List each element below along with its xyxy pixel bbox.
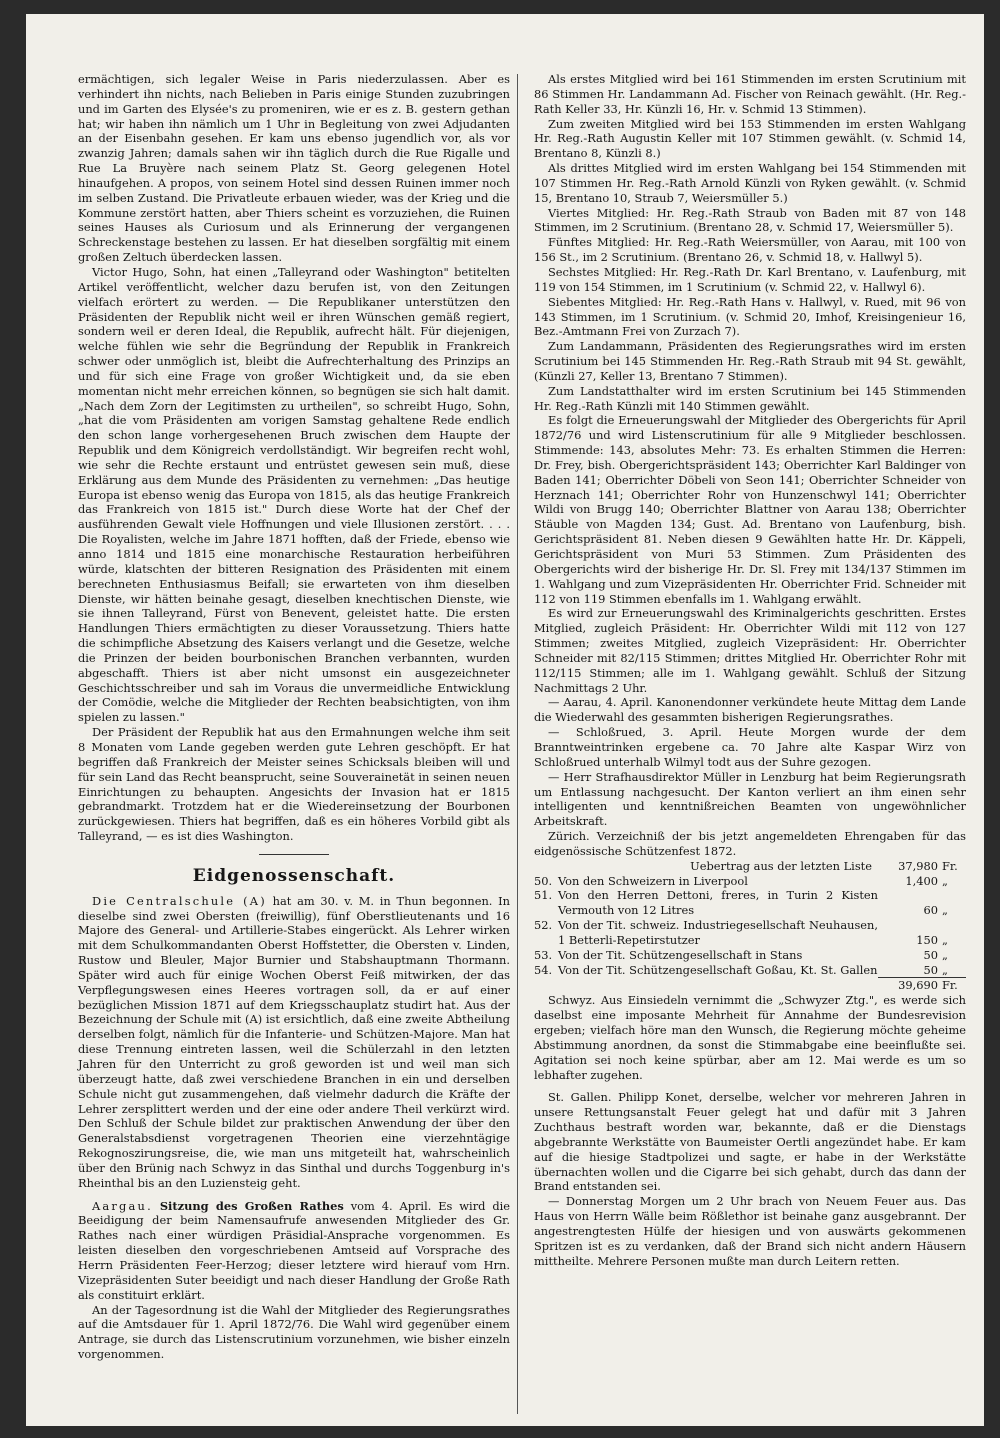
gift-row — [534, 948, 966, 963]
gift-text: Von den Herren Dettoni, freres, in Turin 2 Kisten Vermouth von 12 Litres — [558, 888, 878, 918]
gift-row — [534, 874, 966, 889]
gift-number: 52. — [534, 918, 553, 933]
gift-row — [534, 888, 966, 918]
section-divider — [259, 854, 329, 855]
gift-text: Von der Tit. schweiz. Industriegesellschaft Neuhausen, 1 Betterli-Repetirstutzer — [558, 918, 878, 947]
gift-unit: „ — [942, 962, 948, 977]
gift-list — [534, 859, 966, 994]
gift-number: 54. — [534, 962, 553, 977]
article-paragraph: Schwyz. Aus Einsiedeln vernimmt die „Schwyzer Ztg.", es werde sich daselbst eine imposante Mehrheit für Annahme der Bundesrevision ergeben; vielfach höre man den Wunsch, die Regierung möchte geheime Abstimmung anordnen, da sonst die Stimmabgabe eine beeinflußte sei. Agitation sei noch keine spürbar, aber am 12. Mai werde es um so lebhafter zugehen. — [534, 993, 966, 1082]
column-divider — [517, 74, 518, 1414]
gift-unit: Fr. — [942, 858, 958, 873]
gift-text: Von der Tit. Schützengesellschaft in Stans — [558, 947, 803, 962]
gift-unit: „ — [942, 932, 948, 947]
newspaper-page — [26, 14, 984, 1426]
article-paragraph: ermächtigen, sich legaler Weise in Paris niederzulassen. Aber es verhindert ihn nichts, nach Belieben in Paris einige Stunden zuzubringen und im Garten des Elysée's zu promeniren, wie er es z. B. gestern gethan hat; wir haben ihn nämlich um 1 Uhr in Begleitung von zwei Adjudanten an der Eisenbahn gesehen. Er kam uns ebenso jugendlich vor, als vor zwanzig Jahren; damals sahen wir ihn täglich durch die Rue Rigalle und Rue La Bruyère nach seinem Platz St. Georg gelegenen Hotel hinaufgehen. A propos, von seinem Hotel sind dessen Ruinen immer noch im selben Zustand. Die Privatleute erbauen wieder, was der Krieg und die Kommune zerstört hatten, aber Thiers scheint es vorzuziehen, die Ruinen seines Hauses als Curiosum und als Erinnerung der vergangenen Schreckenstage bestehen zu lassen. Er hat dieselben sorgfältig mit einem großen Zeltuch überdecken lassen. — [78, 72, 510, 265]
article-paragraph: Sechstes Mitglied: Hr. Reg.-Rath Dr. Karl Brentano, v. Laufenburg, mit 119 von 154 Stimmen, im 1 Scrutinium (v. Schmid 22, v. Hallwyl 6). — [534, 264, 966, 294]
gift-text: Von den Schweizern in Liverpool — [558, 873, 748, 888]
article-paragraph: — Aarau, 4. April. Kanonendonner verkündete heute Mittag dem Lande die Wiederwahl des gesammten bisherigen Regierungsrathes. — [534, 695, 966, 725]
article-lead: Aargau. — [92, 1198, 153, 1213]
gift-number: 51. — [534, 888, 553, 903]
gift-total-row — [534, 978, 966, 993]
article-paragraph: Als drittes Mitglied wird im ersten Wahlgang bei 154 Stimmenden mit 107 Stimmen Hr. Reg.-Rath Arnold Künzli von Ryken gewählt. (v. Schmid 15, Brentano 10, Straub 7, Weiersmüller 5.) — [534, 161, 966, 205]
article-paragraph: St. Gallen. Philipp Konet, derselbe, welcher vor mehreren Jahren in unsere Rettungsanstalt Feuer gelegt hat und dafür mit 3 Jahren Zuchthaus bestraft worden war, bekannte, daß er die Dienstags abgebrannte Werkstätte von Baumeister Oertli angezündet habe. Er kam auf die hiesige Stadtpolizei und sagte, er habe in der Werkstätte übernachten wollen und die Cigarre bei sich gehabt, durch das dann der Brand entstanden sei. — [534, 1090, 966, 1194]
left-column — [78, 72, 510, 1362]
article-paragraph: — Schloßrued, 3. April. Heute Morgen wurde der dem Branntweintrinken ergebene ca. 70 Jahre alte Kaspar Wirz von Schloßrued unterhalb Wilmyl todt aus der Suhre gezogen. — [534, 725, 966, 769]
gift-row — [534, 918, 966, 948]
right-column — [534, 72, 966, 1269]
article-lead: Die Centralschule (A) — [92, 893, 267, 908]
article-paragraph: Zum Landammann, Präsidenten des Regierungsrathes wird im ersten Scrutinium bei 145 Stimmenden Hr. Reg.-Rath Straub mit 94 St. gewählt, (Künzli 27, Keller 13, Brentano 7 Stimmen). — [534, 339, 966, 383]
article-paragraph: Victor Hugo, Sohn, hat einen „Talleyrand oder Washington" betitelten Artikel veröffentlicht, welcher dazu berufen ist, von den Zeitungen vielfach erörtert zu werden. — Die Republikaner unterstützen den Präsidenten der Republik nicht weil er ihren Wünschen gemäß regiert, sondern weil er deren Ideal, die Republik, aufrecht hält. Für diejenigen, welche fühlen wie sehr die Begründung der Republik in Frankreich schwer oder unmöglich ist, bleibt die Aufrechterhaltung des Prinzips an und für sich eine Frage von großer Wichtigkeit und, da sie eben momentan nicht mehr erreichen können, so begnügen sie sich halt damit. „Nach dem Zorn der Legitimsten zu urtheilen", so schreibt Hugo, Sohn, „hat die vom Präsidenten am vorigen Samstag gehaltene Rede endlich den schon lange vorhergesehenen Bruch zwischen dem Haupte der Republik und dem Königreich verdollständigt. Wir begreifen recht wohl, wie sehr die Rechte erstaunt und entrüstet gewesen sein muß, diese Erklärung aus dem Munde des Präsidenten zu vernehmen: „Das heutige Europa ist ebenso wenig das Europa von 1815, als das heutige Frankreich das Frankreich von 1815 ist." Durch diese Worte hat der Chef der ausführenden Gewalt viele Hoffnungen und viele Illusionen zerstört. . . . Die Royalisten, welche im Jahre 1871 hofften, daß der Friede, ebenso wie anno 1814 und 1815 eine monarchische Restauration herbeiführen würde, klatschten der bitteren Resignation des Präsidenten mit einem berechneten Enthusiasmus Beifall; sie erwarteten von ihm dieselben Dienste, wir hätten beinahe gesagt, dieselben knechtischen Dienste, wie sie ihnen Talleyrand, Fürst von Benevent, geleistet hatte. Die ersten Handlungen Thiers ermächtigten zu dieser Voraussetzung. Thiers hatte die schimpfliche Absetzung des Kaisers verlangt und die Gesetze, welche die Prinzen der beiden bourbonischen Branchen verbannten, wurden abgeschafft. Thiers ist aber nicht umsonst ein ausgezeichneter Geschichtsschreiber und sah im Voraus die unvermeidliche Entwicklung der Comödie, welche die Mitglieder der Rechten beabsichtigten, von ihm spielen zu lassen." — [78, 264, 510, 725]
section-title: Eidgenossenschaft. — [192, 865, 396, 886]
gift-unit: „ — [942, 873, 948, 888]
article-text: hat am 30. v. M. in Thun begonnen. In dieselbe sind zwei Obersten (freiwillig), fünf Oberstlieutenants und 16 Majore des General- und Artillerie-Stabes eingerückt. Als Lehrer wirken mit dem Schulkommandanten Oberst Hoffstetter, die Obersten v. Linden, Rustow und Bleuler, Major Burnier und Stabshauptmann Thormann. Später wird auch für einige Wochen Oberst Feiß mitwirken, der das Verpflegungswesen eines Heeres vortragen soll, da er auf einer bezüglichen Mission 1871 auf dem Kriegsschauplatz studirt hat. Aus der Bezeichnung der Schule mit (A) ist ersichtlich, daß eine zweite Abtheilung derselben folgt, nämlich für die Infanterie- und Schützen-Majore. Man hat diese Trennung eintreten lassen, weil die Schülerzahl in den letzten Jahren für den Unterricht zu groß geworden ist und weil man sich überzeugt hatte, daß zwei verschiedene Branchen in ein und derselben Schule nicht gut zusammengehen, daß vielmehr dadurch die Kräfte der Lehrer zersplittert werden und der eine oder andere Theil verkürzt wird. Den Schluß der Schule bildet zur praktischen Anwendung der über den Generalstabsdienst vorgetragenen Theorien eine vierzehntägige Rekognoszirungsreise, die, wie man uns mitgeteilt hat, wahrscheinlich über den Brünig nach Schwyz in das Sinthal und durchs Toggenburg in's Rheinthal bis an den Luziensteig geht. — [78, 893, 510, 1190]
gift-value: 37,980 — [898, 858, 938, 873]
article-paragraph: Siebentes Mitglied: Hr. Reg.-Rath Hans v. Hallwyl, v. Rued, mit 96 von 143 Stimmen, im 1 Scrutinium. (v. Schmid 20, Imhof, Kreisingenieur 16, Bez.-Amtmann Frei von Zurzach 7). — [534, 294, 966, 339]
article-text: vom 4. April. Es wird die Beeidigung der beim Namensaufrufe anwesenden Mitglieder des Gr. Rathes nach einer würdigen Präsidial-Ansprache vorgenommen. Es leisten dieselben den vorgeschriebenen Amtseid auf Vorsprache des Herrn Präsidenten Feer-Herzog; dieser letztere wird hierauf vom Hrn. Vizepräsidenten Suter beeidigt und nach dieser Handlung der Große Rath als constituirt erklärt. — [78, 1198, 511, 1302]
article-paragraph: Es wird zur Erneuerungswahl des Kriminalgerichts geschritten. Erstes Mitglied, zugleich Präsident: Hr. Oberrichter Wildi mit 112 von 127 Stimmen; zweites Mitglied, zugleich Vizepräsident: Hr. Oberrichter Schneider mit 82/115 Stimmen; drittes Mitglied Hr. Oberrichter Rohr mit 112/115 Stimmen; alle im 1. Wahlgang gewählt. Schluß der Sitzung Nachmittags 2 Uhr. — [534, 606, 966, 695]
article-paragraph: Zürich. Verzeichniß der bis jetzt angemeldeten Ehrengaben für das eidgenössische Schützenfest 1872. — [534, 829, 966, 858]
gift-total-value: 39,690 — [878, 978, 938, 993]
gift-total-unit: Fr. — [938, 978, 966, 993]
article-paragraph — [78, 1199, 510, 1303]
article-paragraph: Es folgt die Erneuerungswahl der Mitglieder des Obergerichts für April 1872/76 und wird Listenscrutinium für alle 9 Mitglieder beschlossen. Stimmende: 143, absolutes Mehr: 73. Es erhalten Stimmen die Herren: Dr. Frey, bish. Obergerichtspräsident 143; Oberrichter Karl Baldinger von Baden 141; Oberrichter Döbeli von Seon 141; Oberrichter Schneider von Herznach 141; Oberrichter Rohr von Hunzenschwyl 141; Oberrichter Wildi von Brugg 140; Oberrichter Blattner von Aarau 138; Oberrichter Stäuble von Magden 134; Gust. Ad. Brentano von Laufenburg, bish. Gerichtspräsident 81. Neben diesen 9 Gewählten hatte Hr. Dr. Käppeli, Gerichtspräsident von Muri 53 Stimmen. Zum Präsidenten des Obergerichts wird der bisherige Hr. Dr. Sl. Frey mit 134/137 Stimmen im 1. Wahlgang und zum Vizepräsidenten Hr. Oberrichter Frid. Schneider mit 112 von 119 Stimmen ebenfalls im 1. Wahlgang erwählt. — [534, 413, 966, 606]
gift-value: 50 — [923, 947, 938, 962]
article-paragraph: — Herr Strafhausdirektor Müller in Lenzburg hat beim Regierungsrath um Entlassung nachgesucht. Der Kanton verliert an ihm einen sehr intelligenten und kenntnißreichen Beamten von ungewöhnlicher Arbeitskraft. — [534, 769, 966, 829]
gift-text: Uebertrag aus der letzten Liste — [690, 858, 872, 873]
gift-row — [534, 859, 966, 874]
article-paragraph: Der Präsident der Republik hat aus den Ermahnungen welche ihm seit 8 Monaten vom Lande gegeben werden gute Lehren geschöpft. Er hat begriffen daß Frankreich der Meister seines Schicksals bleiben will und für sein Land das Recht beansprucht, seine Souverainetät in seinen neuen Einrichtungen zu behaupten. Angesichts der Invasion hat er 1815 gebrandmarkt. Trotzdem hat er die Wiedereinsetzung der Bourbonen zurückgewiesen. Thiers hat begriffen, daß es ein höheres Vorbild gibt als Talleyrand, — es ist dies Washington. — [78, 725, 510, 844]
gift-number: 50. — [534, 873, 553, 888]
gift-value: 1,400 — [905, 873, 938, 888]
gift-value: 50 — [923, 962, 938, 977]
gift-text: Von der Tit. Schützengesellschaft Goßau, Kt. St. Gallen — [558, 962, 878, 977]
gift-value: 60 — [923, 903, 938, 918]
article-paragraph: Zum zweiten Mitglied wird bei 153 Stimmenden im ersten Wahlgang Hr. Reg.-Rath Augustin Keller mit 107 Stimmen gewählt. (v. Schmid 14, Brentano 8, Künzli 8.) — [534, 116, 966, 161]
gift-row — [534, 963, 966, 978]
gift-unit: „ — [942, 947, 948, 962]
gift-value: 150 — [916, 932, 938, 947]
article-paragraph: An der Tagesordnung ist die Wahl der Mitglieder des Regierungsrathes auf die Amtsdauer für 1. April 1872/76. Die Wahl wird gegenüber einem Antrage, sie durch das Listenscrutinium vorzunehmen, wie bisher einzeln vorgenommen. — [78, 1302, 510, 1362]
article-paragraph: Fünftes Mitglied: Hr. Reg.-Rath Weiersmüller, von Aarau, mit 100 von 156 St., im 2 Scrutinium. (Brentano 26, v. Schmid 18, v. Hallwyl 5). — [534, 235, 966, 265]
gift-number: 53. — [534, 947, 553, 962]
article-paragraph: — Donnerstag Morgen um 2 Uhr brach von Neuem Feuer aus. Das Haus von Herrn Wälle beim Rößlethor ist beinahe ganz ausgebrannt. Der angestrengtesten Hülfe der hiesigen und von auswärts gekommenen Spritzen ist es zu verdanken, daß der Brand sich nicht andern Häusern mittheilte. Mehrere Personen mußte man durch Leitern retten. — [534, 1194, 966, 1268]
article-paragraph: Viertes Mitglied: Hr. Reg.-Rath Straub von Baden mit 87 von 148 Stimmen, im 2 Scrutinium. (Brentano 28, v. Schmid 17, Weiersmüller 5). — [534, 205, 966, 235]
article-paragraph: Zum Landstatthalter wird im ersten Scrutinium bei 145 Stimmenden Hr. Reg.-Rath Künzli mit 140 Stimmen gewählt. — [534, 383, 966, 413]
article-heading: Sitzung des Großen Rathes — [159, 1198, 344, 1213]
article-paragraph — [78, 894, 510, 1191]
article-paragraph: Als erstes Mitglied wird bei 161 Stimmenden im ersten Scrutinium mit 86 Stimmen Hr. Landammann Ad. Fischer von Reinach gewählt. (Hr. Reg.-Rath Keller 33, Hr. Künzli 16, Hr. v. Schmid 13 Stimmen). — [534, 72, 966, 116]
gift-unit: „ — [942, 903, 948, 918]
